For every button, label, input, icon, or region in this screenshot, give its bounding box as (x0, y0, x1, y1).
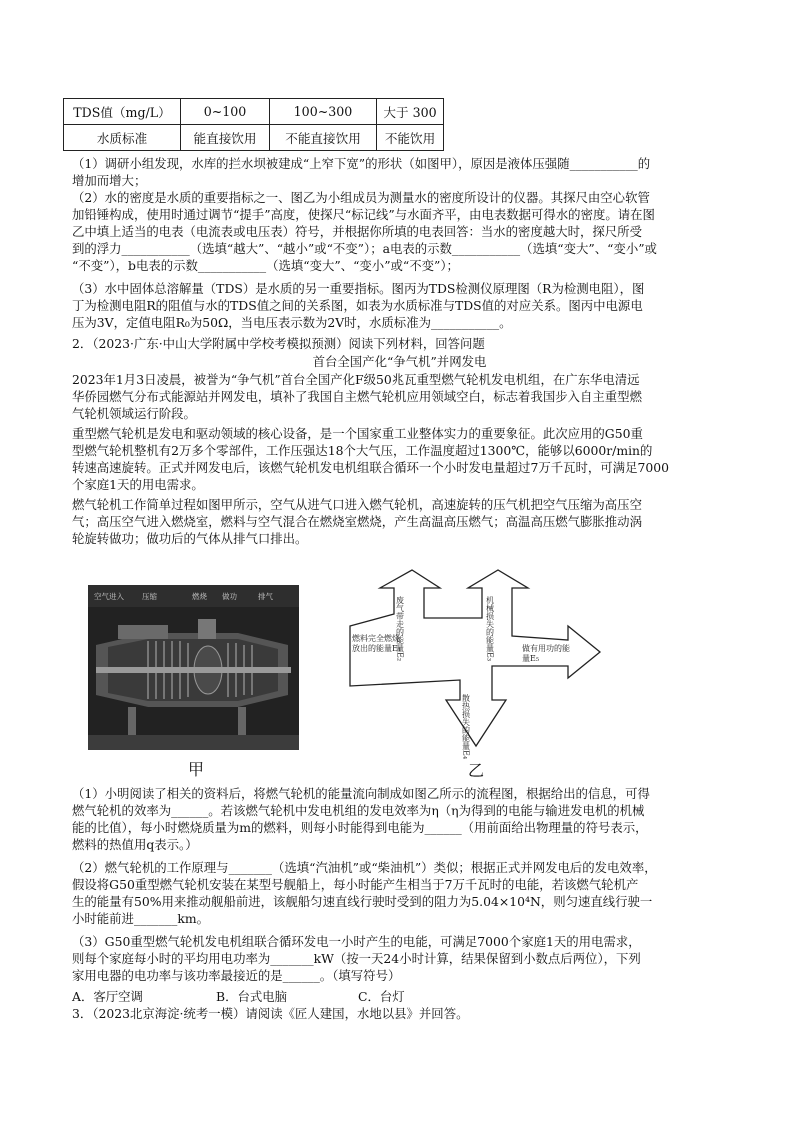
photo-label-burn: 燃烧 (192, 592, 207, 601)
q1-line: 加铅锤构成，使用时通过调节“提手”高度，使探尺“标记线”与水面齐平，由电表数据可得水的密度。请在图 (72, 207, 655, 222)
article-line: 华侨园燃气分布式能源站并网发电，填补了我国自主燃气轮机应用领域空白，标志着我国步入自主重型燃 (72, 389, 642, 404)
table-row (64, 99, 444, 125)
svg-text:废气带走的能量E₂: 废气带走的能量E₂ (395, 596, 405, 662)
article-line: 重型燃气轮机是发电和驱动领域的核心设备，是一个国家重工业整体实力的重要象征。此次应用的G50重 (72, 426, 643, 441)
table-row (64, 125, 444, 151)
q1-line: 增加而增大； (72, 173, 147, 188)
q1-line: （1）调研小组发现，水库的拦水坝被建成“上窄下宽”的形状（如图甲），原因是液体压强随___________的 (72, 156, 651, 171)
energy-flow-diagram (342, 568, 608, 772)
photo-label-compress: 压缩 (142, 592, 157, 601)
q2-line: 假设将G50重型燃气轮机安装在某型号舰船上，每小时能产生相当于7万千瓦时的电能，若该燃气轮机产 (72, 877, 639, 892)
caption-yi: 乙 (468, 761, 485, 780)
q1-line: （2）水的密度是水质的重要指标之一、图乙为小组成员为测量水的密度所设计的仪器。其探尺由空心软管 (72, 190, 650, 205)
q3-intro: 3．（2023北京海淀·统考一模）请阅读《匠人建国，水地以县》并回答。 (72, 1006, 469, 1021)
tds-table (63, 98, 444, 151)
photo-label-air-in: 空气进入 (94, 592, 124, 601)
q2-line: （2）燃气轮机的工作原理与_______（选填“汽油机”或“柴油机”）类似；根据正式并网发电后的发电效率， (72, 860, 657, 875)
photo-label-work: 做功 (222, 592, 237, 601)
q1-line: 乙中填上适当的电表（电流表或电压表）符号，并根据你所填的电表回答：当水的密度越大时，探尺所受 (72, 224, 642, 239)
source-energy-label: 燃料完全燃烧放出的能量E₁ (352, 634, 402, 653)
table-cell: 大于 300 (377, 99, 444, 125)
svg-text:散热损失的能量E₄: 散热损失的能量E₄ (461, 694, 471, 760)
table-cell: 0~100 (181, 99, 270, 125)
caption-jia: 甲 (188, 760, 205, 779)
gas-turbine-photo (88, 585, 299, 750)
article-line: 气轮机领域运行阶段。 (72, 406, 196, 421)
heat-loss-label (461, 693, 471, 759)
useful-energy-label: 做有用功的能量E₅ (522, 644, 570, 663)
table-cell: 100~300 (270, 99, 377, 125)
article-line: 型燃气轮机整机有2万多个零部件，工作压强达18个大气压，工作温度超过1300℃，能够以6000r/min的 (72, 443, 653, 458)
q1-line: 到的浮力___________（选填“越大”、“越小”或“不变”）；a电表的示数___________（选填“变大”、“变小”或 (72, 241, 657, 256)
q2-line: 则每个家庭每小时的平均用电功率为_______kW（按一天24小时计算，结果保留到小数点后两位），下列 (72, 951, 641, 966)
table-cell: 不能直接饮用 (270, 125, 377, 151)
article-line: 燃气轮机工作简单过程如图甲所示，空气从进气口进入燃气轮机，高速旋转的压气机把空气压缩为高压空 (72, 497, 642, 512)
svg-text:机械损失的能量E₃: 机械损失的能量E₃ (485, 596, 495, 662)
table-cell: 不能饮用 (377, 125, 444, 151)
option-a: A．客厅空调 (72, 989, 143, 1004)
q1-line: 丁为检测电阻R的阻值与水的TDS值之间的关系图，如表为水质标准与TDS值的对应关系。图丙中电源电 (72, 298, 643, 313)
q1-line: （3）水中固体总溶解量（TDS）是水质的另一重要指标。图丙为TDS检测仪原理图（R为检测电阻），图 (72, 281, 645, 296)
q2-line: （3）G50重型燃气轮机发电机组联合循环发电一小时产生的电能，可满足7000个家庭1天的用电需求， (72, 934, 641, 949)
article-line: 气；高压空气进入燃烧室，燃料与空气混合在燃烧室燃烧，产生高温高压燃气；高温高压燃气膨胀推动涡 (72, 514, 642, 529)
option-b: B．台式电脑 (216, 989, 288, 1004)
q2-line: 小时能前进_______km。 (72, 911, 209, 926)
q2-line: 生的能量有50%用来推动舰船前进，该舰船匀速直线行驶时受到的阻力为5.04×10⁴N，则匀速直线行驶一 (72, 894, 653, 909)
q2-line: （1）小明阅读了相关的资料后，将燃气轮机的能量流向制成如图乙所示的流程图，根据给出的信息，可得 (72, 786, 650, 801)
table-cell: TDS值（mg/L） (64, 99, 181, 125)
article-line: 转速高速旋转。正式并网发电后，该燃气轮机发电机组联合循环一个小时发电量超过7万千瓦时，可满足7000 (72, 460, 669, 475)
option-c: C．台灯 (358, 989, 405, 1004)
q2-line: 燃气轮机的效率为______。若该燃气轮机中发电机组的发电效率为η（η为得到的电能与输进发电机的机械 (72, 803, 645, 818)
table-cell: 能直接饮用 (181, 125, 270, 151)
q2-line: 家用电器的电功率与该功率最接近的是______。（填写符号） (72, 968, 401, 983)
article-line: 个家庭1天的用电需求。 (72, 477, 204, 492)
article-title: 首台全国产化“争气机”并网发电 (312, 354, 487, 369)
q2-line: 燃料的热值用q表示。） (72, 837, 198, 852)
q1-line: 压为3V，定值电阻R₀为50Ω，当电压表示数为2V时，水质标准为___________。 (72, 315, 512, 330)
q2-line: 能的比值），每小时燃烧质量为m的燃料，则每小时能得到电能为______（用前面给出物理量的符号表示， (72, 820, 648, 835)
table-cell: 水质标准 (64, 125, 181, 151)
q1-line: “不变”），b电表的示数___________（选填“变大”、“变小”或“不变”）； (72, 258, 459, 273)
mech-loss-label (486, 595, 495, 661)
article-line: 轮旋转做功；做功后的气体从排气口排出。 (72, 531, 308, 546)
q2-intro: 2．（2023·广东·中山大学附属中学校考模拟预测）阅读下列材料，回答问题 (72, 336, 485, 351)
article-line: 2023年1月3日凌晨，被誉为“争气机”首台全国产化F级50兆瓦重型燃气轮机发电机组，在广东华电清远 (72, 372, 640, 387)
photo-label-exhaust: 排气 (258, 592, 273, 601)
